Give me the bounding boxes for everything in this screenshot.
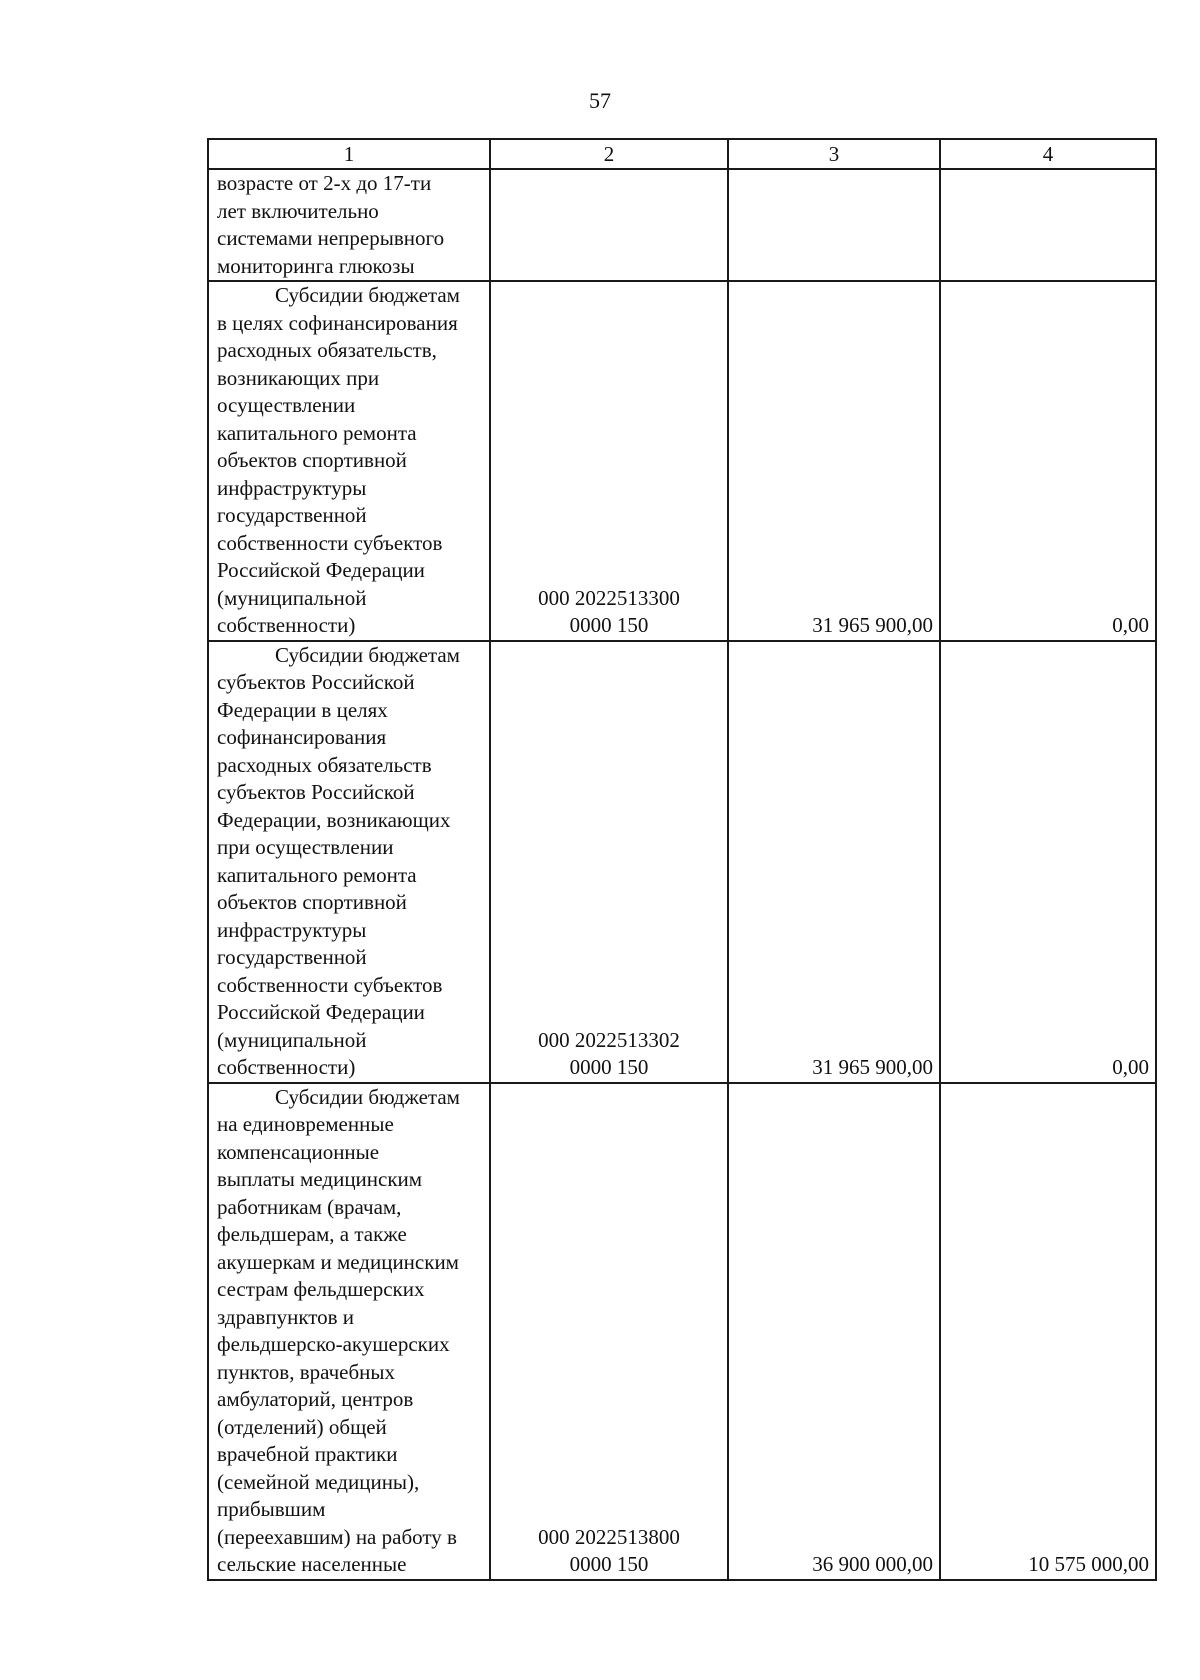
row-3-name [208,641,490,1083]
row-1-code [490,169,728,281]
row-4-lead: Субсидии бюджетам [275,1084,460,1109]
budget-table [207,138,1157,1581]
row-1-col4 [940,169,1156,281]
row-2-col4: 0,00 [940,281,1156,641]
row-2-col3: 31 965 900,00 [728,281,940,641]
row-2-name [208,281,490,641]
row-4-col3: 36 900 000,00 [728,1083,940,1580]
row-2-code: 000 2022513300 0000 150 [490,281,728,641]
row-4-col4: 10 575 000,00 [940,1083,1156,1580]
column-header-1: 1 [208,139,490,169]
row-3-col4: 0,00 [940,641,1156,1083]
row-1-col3 [728,169,940,281]
table-row [208,1083,1156,1580]
row-3-col3: 31 965 900,00 [728,641,940,1083]
row-4-code: 000 2022513800 0000 150 [490,1083,728,1580]
row-3-code: 000 2022513302 0000 150 [490,641,728,1083]
table-row [208,281,1156,641]
row-1-name-text: возрасте от 2-х до 17-ти лет включительно системами непрерывного мониторинга глюкозы [217,171,445,278]
row-1-name [208,169,490,281]
row-4-name [208,1083,490,1580]
table-row [208,169,1156,281]
column-header-3: 3 [728,139,940,169]
column-header-2: 2 [490,139,728,169]
row-2-lead: Субсидии бюджетам [275,283,460,307]
table-row [208,641,1156,1083]
row-4-name-text: на единовременные компенсационные выплаты медицинским работникам (врачам, фельдшерам, а также акушеркам и медицинским сестрам фельдшерских здравпунктов и фельдшерско-акушерских пунктов, врачебных амбулаторий, центров (отделений) общей врачебной практики (семейной медицины), прибывшим (переехавшим) на работу в сельские населенные [217,1112,459,1576]
page-number: 57 [589,88,611,113]
row-3-lead: Субсидии бюджетам [275,642,460,667]
table-header-row [208,139,1156,169]
column-header-4: 4 [940,139,1156,169]
row-3-name-text: субъектов Российской Федерации в целях софинансирования расходных обязательств субъектов Российской Федерации, возникающих при осуществлении капитального ремонта объектов спортивной инфраструктуры государственной собственности субъектов Российской Федерации (муниципальной собственности) [217,670,451,1079]
row-2-name-text: в целях софинансирования расходных обязательств, возникающих при осуществлении капитального ремонта объектов спортивной инфраструктуры государственной собственности субъектов Российской Федерации (муниципальной собственности) [217,310,458,637]
